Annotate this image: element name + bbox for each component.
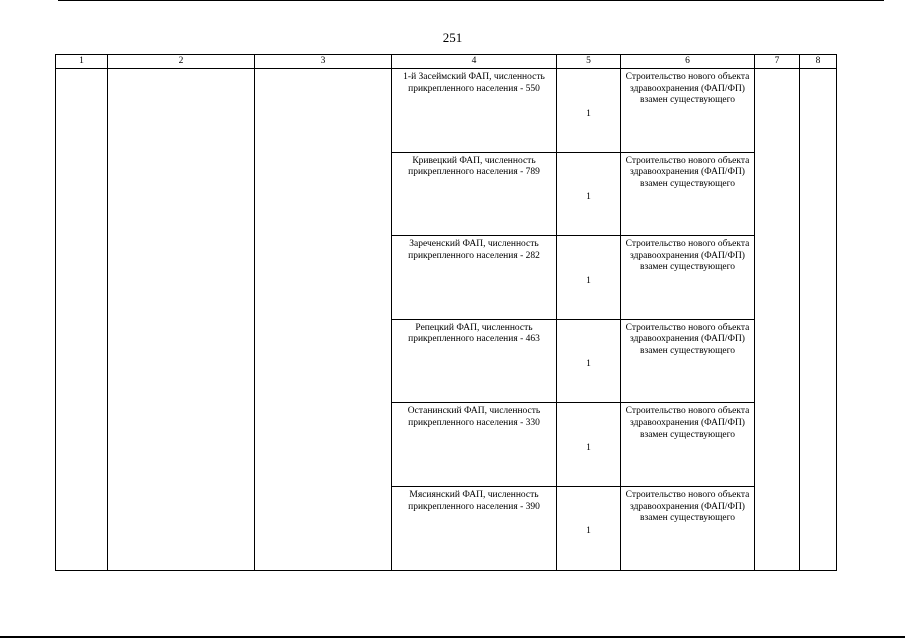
merged-cell-col-7 [755,69,800,571]
action-cell: Строительство нового объекта здравоохранения (ФАП/ФП) взамен существующего [621,319,755,403]
action-cell: Строительство нового объекта здравоохранения (ФАП/ФП) взамен существующего [621,152,755,236]
quantity-cell: 1 [557,403,621,487]
merged-cell-col-8 [800,69,837,571]
action-cell: Строительство нового объекта здравоохранения (ФАП/ФП) взамен существующего [621,486,755,570]
facility-cell: Останинский ФАП, численность прикрепленного населения - 330 [392,403,557,487]
facility-cell: Зареченский ФАП, численность прикрепленного населения - 282 [392,236,557,320]
quantity-cell: 1 [557,236,621,320]
facility-cell: Мясиянский ФАП, численность прикрепленного населения - 390 [392,486,557,570]
header-row [56,55,837,69]
table-row [56,69,837,153]
column-header-8: 8 [800,55,837,69]
merged-cell-col-3 [255,69,392,571]
table-body [56,69,837,571]
column-header-3: 3 [255,55,392,69]
column-header-6: 6 [621,55,755,69]
column-header-5: 5 [557,55,621,69]
quantity-cell: 1 [557,319,621,403]
table-header [56,55,837,69]
column-header-7: 7 [755,55,800,69]
quantity-cell: 1 [557,152,621,236]
bottom-border-line [0,636,905,638]
column-header-4: 4 [392,55,557,69]
column-header-1: 1 [56,55,108,69]
action-cell: Строительство нового объекта здравоохранения (ФАП/ФП) взамен существующего [621,69,755,153]
quantity-cell: 1 [557,486,621,570]
action-cell: Строительство нового объекта здравоохранения (ФАП/ФП) взамен существующего [621,236,755,320]
facility-cell: 1-й Засеймский ФАП, численность прикрепленного населения - 550 [392,69,557,153]
top-border-line [58,0,884,1]
action-cell: Строительство нового объекта здравоохранения (ФАП/ФП) взамен существующего [621,403,755,487]
data-table [55,54,837,571]
page-number: 251 [442,30,463,45]
merged-cell-col-2 [108,69,255,571]
column-header-2: 2 [108,55,255,69]
facility-cell: Кривецкий ФАП, численность прикрепленного населения - 789 [392,152,557,236]
facility-cell: Репецкий ФАП, численность прикрепленного населения - 463 [392,319,557,403]
merged-cell-col-1 [56,69,108,571]
quantity-cell: 1 [557,69,621,153]
